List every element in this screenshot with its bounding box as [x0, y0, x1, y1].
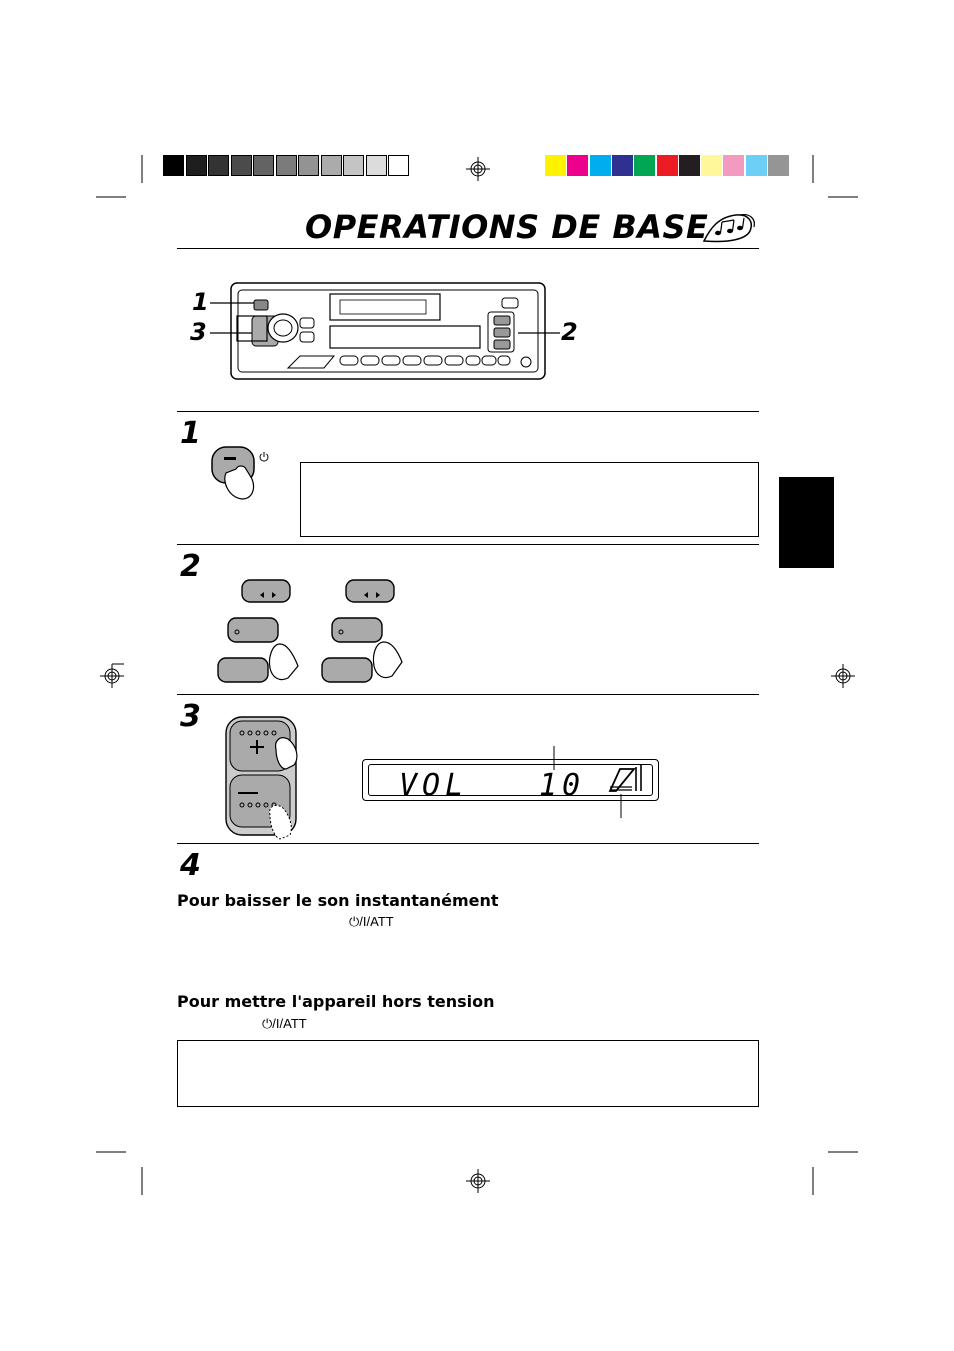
step-4-number: 4 — [180, 848, 201, 883]
volume-label: VOL — [399, 768, 469, 803]
power-off-button-label: ⏻/I/ATT — [262, 1016, 307, 1031]
callout-1: 1 — [192, 288, 209, 316]
volume-level: 10 — [539, 768, 586, 803]
note-box — [177, 1040, 759, 1107]
step-3-number: 3 — [180, 699, 201, 734]
callout-3: 3 — [190, 318, 207, 346]
callout-2: 2 — [561, 318, 578, 346]
mute-button-label: ⏻/I/ATT — [349, 914, 394, 929]
power-off-heading: Pour mettre l'appareil hors tension — [177, 992, 495, 1011]
step-1-number: 1 — [180, 416, 201, 451]
step-4-rule — [177, 843, 759, 844]
mute-heading: Pour baisser le son instantanément — [177, 891, 499, 910]
page-title: OPERATIONS DE BASE — [305, 208, 709, 246]
step-2-number: 2 — [180, 549, 201, 584]
